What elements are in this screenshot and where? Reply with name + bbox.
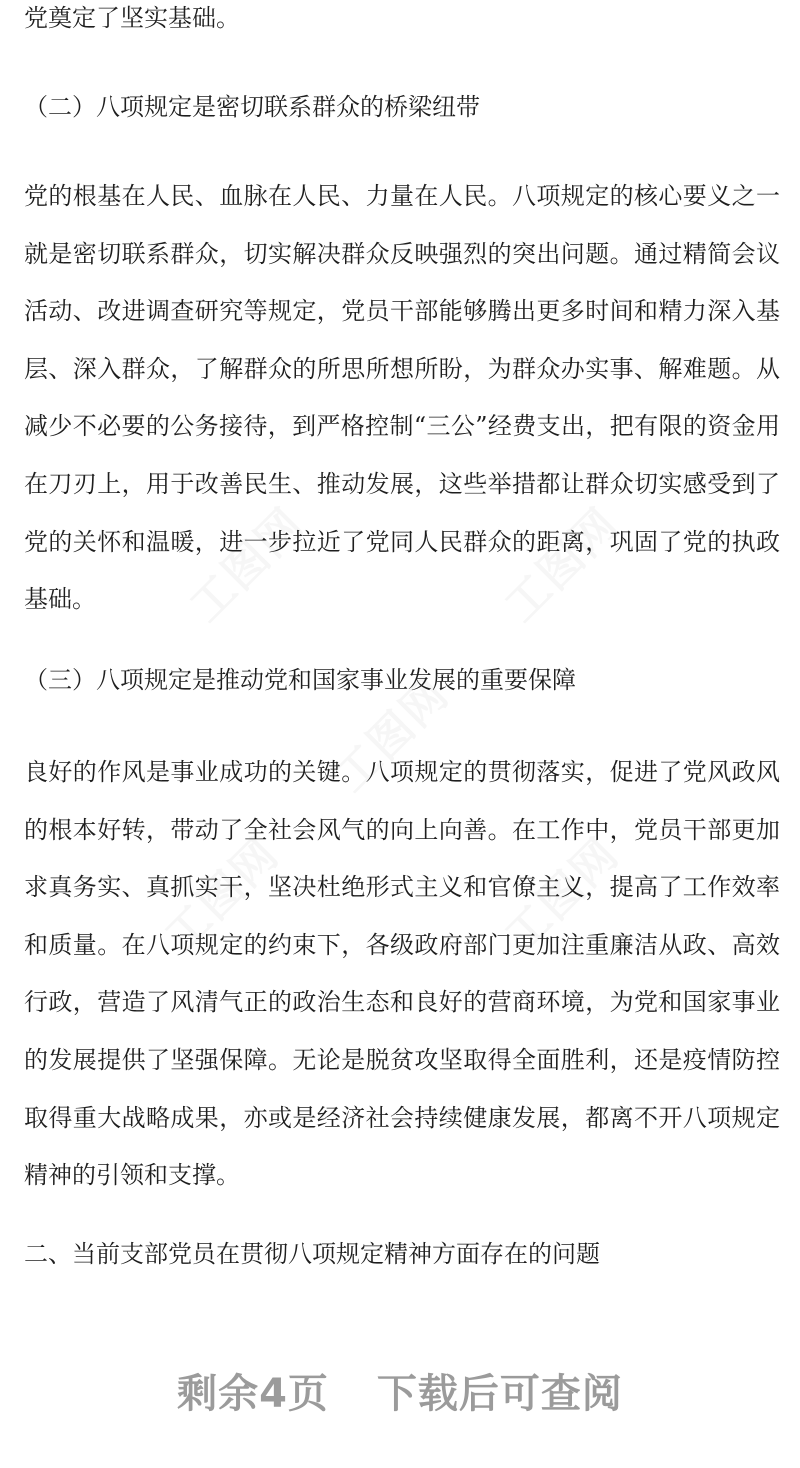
watermark: 工图网 — [180, 498, 315, 633]
section-heading-3: （三）八项规定是推动党和国家事业发展的重要保障 — [24, 666, 576, 694]
section-body-3: 良好的作风是事业成功的关键。八项规定的贯彻落实，促进了党风政风的根本好转，带动了全社会风气的向上向善。在工作中，党员干部更加求真务实、真抓实干，坚决杜绝形式主义和官僚主义，提高了工作效率和质量。在八项规定的约束下，各级政府部门更加注重廉洁从政、高效行政，营造了风清气正的政治生态和良好的营商环境，为党和国家事业的发展提供了坚强保障。无论是脱贫攻坚取得全面胜利，还是疫情防控取得重大战略成果，亦或是经济社会持续健康发展，都离不开八项规定精神的引领和支撑。 — [24, 758, 780, 1190]
section-body-2: 党的根基在人民、血脉在人民、力量在人民。八项规定的核心要义之一就是密切联系群众，切实解决群众反映强烈的突出问题。通过精简会议活动、改进调查研究等规定，党员干部能够腾出更多时间和精力深入基层、深入群众，了解群众的所思所想所盼，为群众办实事、解难题。从减少不必要的公务接待，到严格控制“三公”经费支出，把有限的资金用在刀刃上，用于改善民生、推动发展，这些举措都让群众切实感受到了党的关怀和温暖，进一步拉近了党同人民群众的距离，巩固了党的执政基础。 — [24, 182, 780, 614]
watermark: 工图网 — [325, 668, 460, 803]
download-prompt-banner[interactable] — [0, 1362, 800, 1419]
part-heading-2: 二、当前支部党员在贯彻八项规定精神方面存在的问题 — [24, 1240, 600, 1268]
watermark: 工图网 — [495, 498, 630, 633]
watermark: 工图网 — [155, 828, 290, 963]
section-heading-2: （二）八项规定是密切联系群众的桥梁纽带 — [24, 93, 480, 121]
remaining-pages-label: 剩余4页 — [177, 1371, 329, 1417]
watermark: 工图网 — [495, 828, 630, 963]
download-hint-label: 下载后可查阅 — [376, 1371, 623, 1417]
lead-paragraph: 党奠定了坚实基础。 — [24, 4, 240, 32]
